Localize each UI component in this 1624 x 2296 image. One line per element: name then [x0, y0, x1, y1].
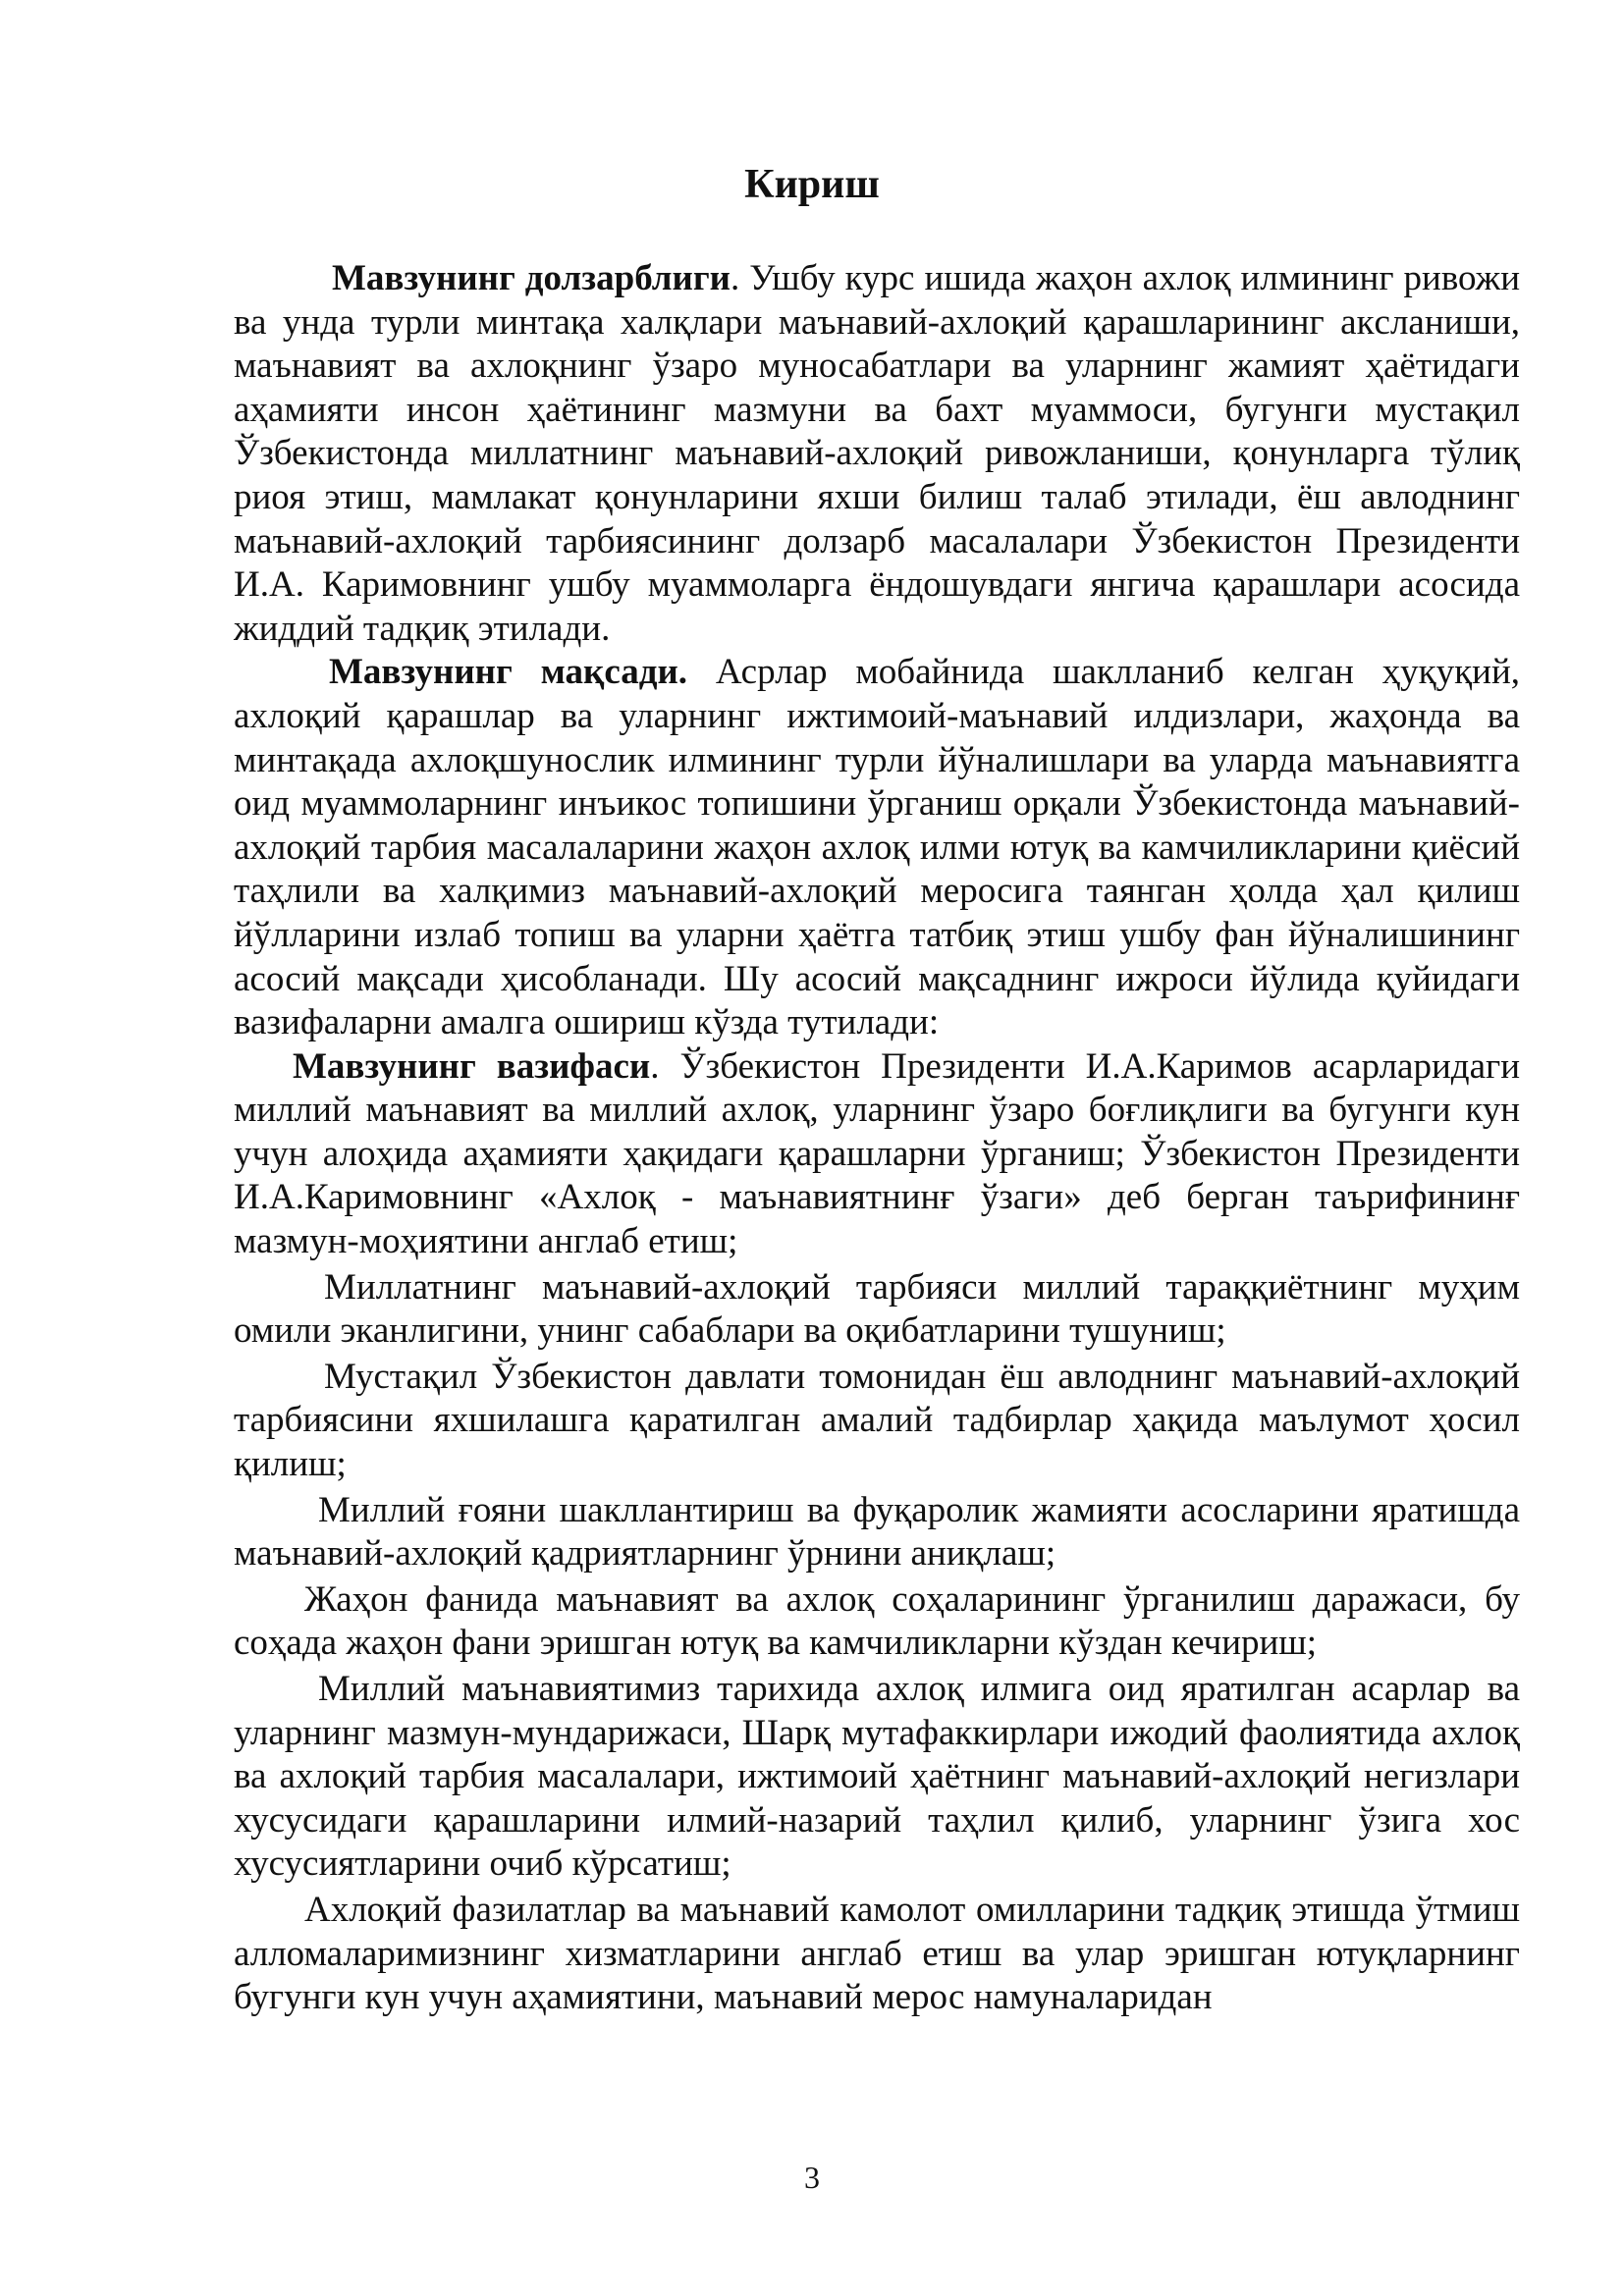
- paragraph-text: Ўзбекистон Президенти И.А.Каримов асарларидаги миллий маънавият ва миллий ахлоқ, уларнинг ўзаро боғлиқлиги ва бугунги кун учун алоҳида аҳамияти ҳақидаги қарашларни ўрганиш; Ўзбекистон Президенти И.А.Каримовнинг «Ахлоқ - маънавиятнинғ ўзаги» деб берган таърифининғ мазмун-моҳиятини англаб етиш;: [234, 1045, 1521, 1262]
- task-item: Мустақил Ўзбекистон давлати томонидан ёш авлоднинг маънавий-ахлоқий тарбиясини яхшилашга қаратилган амалий тадбирлар ҳақида маълумот ҳосил қилиш;: [234, 1356, 1520, 1485]
- separator: [687, 652, 716, 692]
- task-item: Ахлоқий фазилатлар ва маънавий камолот омилларини тадқиқ этишда ўтмиш алломаларимизнинг хизматларини англаб етиш ва улар эришган ютуқларнинг бугунги кун учун аҳамиятини, маънавий мерос намуналаридан: [234, 1889, 1520, 2018]
- page-title: Кириш: [744, 162, 880, 207]
- inline-heading-goal: Мавзунинг мақсади.: [329, 652, 688, 693]
- task-item: Миллатнинг маънавий-ахлоқий тарбияси миллий тараққиётнинг муҳим омили эканлигини, унинг сабаблари ва оқибатларини тушуниш;: [234, 1266, 1520, 1352]
- paragraph-text: Асрлар мобайнида шаклланиб келган ҳуқуқий, ахлоқий қарашлар ва уларнинг ижтимоий-маънавий илдизлари, жаҳонда ва минтақада ахлоқшунослик илмининг турли йўналишлари ва уларда маънавиятга оид муаммоларнинг инъикос топишини ўрганиш орқали Ўзбекистонда маънавий-ахлоқий тарбия масалаларини жаҳон ахлоқ илми ютуқ ва камчиликларини қиёсий таҳлили ва халқимиз маънавий-ахлоқий меросига таянган ҳолда ҳал қилиш йўлларини излаб топиш ва уларни ҳаётга татбиқ этиш ушбу фан йўналишининг асосий мақсади ҳисобланади. Шу асосий мақсаднинг ижроси йўлида қуйидаги вазифаларни амалга ошириш кўзда тутилади:: [234, 652, 1520, 1043]
- separator: .: [730, 258, 750, 298]
- page-number: 3: [804, 2160, 820, 2195]
- inline-heading-relevance: Мавзунинг долзарблиги: [332, 258, 731, 298]
- paragraph-relevance: [234, 257, 1520, 651]
- paragraph-goal: [234, 651, 1520, 1044]
- paragraph-tasks: [234, 1045, 1520, 1264]
- separator: .: [650, 1045, 680, 1087]
- inline-heading-tasks: Мавзунинг вазифаси: [293, 1045, 651, 1087]
- task-item: Жаҳон фанида маънавият ва ахлоқ соҳаларининг ўрганилиш даражаси, бу соҳада жаҳон фани эришган ютуқ ва камчиликларни кўздан кечириш;: [234, 1578, 1520, 1664]
- task-item: Миллий маънавиятимиз тарихида ахлоқ илмига оид яратилган асарлар ва уларнинг мазмун-мундарижаси, Шарқ мутафаккирлари ижодий фаолиятида ахлоқ ва ахлоқий тарбия масалалари, ижтимоий ҳаётнинг маънавий-ахлоқий негизлари хусусидаги қарашларини илмий-назарий таҳлил қилиб, уларнинг ўзига хос хусусиятларини очиб кўрсатиш;: [234, 1669, 1520, 1885]
- paragraph-text: Ушбу курс ишида жаҳон ахлоқ илмининг ривожи ва унда турли минтақа халқлари маънавий-ахлоқий қарашларининг акcланиши, маънавият ва ахлоқнинг ўзаро муносабатлари ва уларнинг жамият ҳаётидаги аҳамияти инсон ҳаётининг мазмуни ва бахт муаммоси, бугунги мустақил Ўзбекистонда миллатнинг маънавий-ахлоқий ривожланиши, қонунларга тўлиқ риоя этиш, мамлакат қонунларини яхши билиш талаб этилади, ёш авлоднинг маънавий-ахлоқий тарбиясининг долзарб масалалари Ўзбекистон Президенти И.А. Каримовнинг ушбу муаммоларга ёндошувдаги янгича қарашлари асосида жиддий тадқиқ этилади.: [234, 258, 1521, 649]
- task-item: Миллий ғояни шакллантириш ва фуқаролик жамияти асосларини яратишда маънавий-ахлоқий қадриятларнинг ўрнини аниқлаш;: [234, 1489, 1520, 1575]
- document-body: [234, 257, 1520, 2020]
